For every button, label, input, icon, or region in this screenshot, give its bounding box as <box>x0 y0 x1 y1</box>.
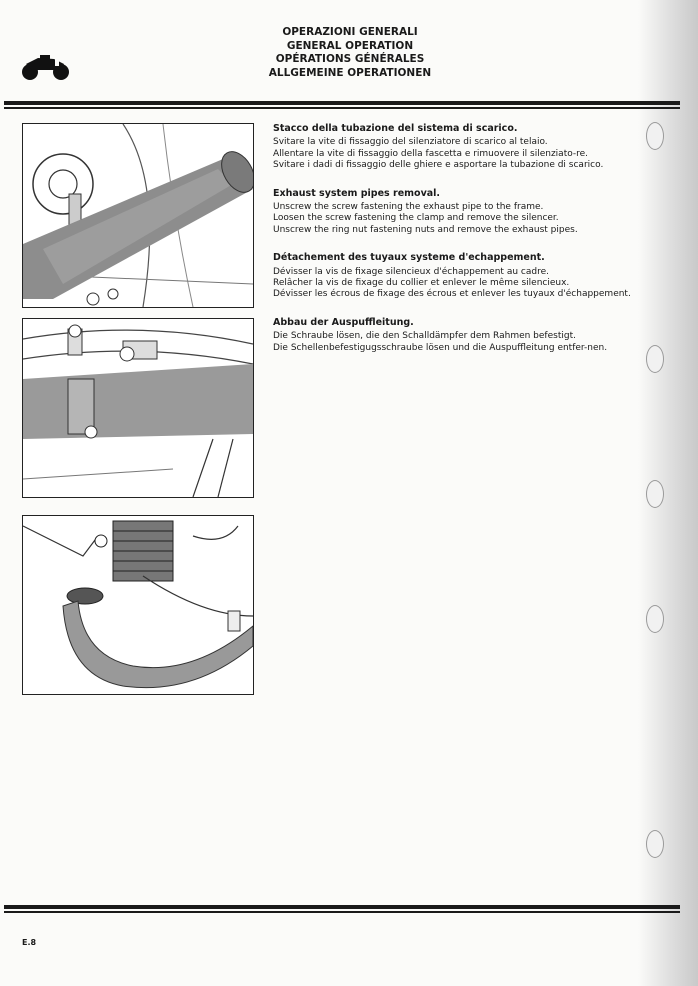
binder-hole <box>646 605 664 633</box>
header-title-fr: OPÉRATIONS GÉNÉRALES <box>275 53 425 65</box>
binder-hole <box>646 830 664 858</box>
section-line: Svitare i dadi di fissaggio delle ghiere e asportare la tubazione di scarico. <box>273 160 604 171</box>
section-en <box>273 188 631 237</box>
silencer-clamp-illustration <box>22 318 254 498</box>
page-header <box>240 26 460 80</box>
header-title-en: GENERAL OPERATION <box>286 39 414 52</box>
header-title-it: OPERAZIONI GENERALI <box>282 26 418 38</box>
section-line: Relâcher la vis de fixage du collier et enlever le même silencieux. <box>273 278 570 289</box>
section-it <box>273 123 631 172</box>
section-line: Unscrew the screw fastening the exhaust pipe to the frame. <box>273 202 544 213</box>
section-title-en: Exhaust system pipes removal. <box>273 187 441 199</box>
header-title-de: ALLGEMEINE OPERATIONEN <box>268 66 432 79</box>
page-number: E.8 <box>22 938 37 947</box>
section-line: Unscrew the ring nut fastening nuts and remove the exhaust pipes. <box>273 224 578 235</box>
section-line: Loosen the screw fastening the clamp and remove the silencer. <box>273 213 559 224</box>
binder-hole <box>646 480 664 508</box>
section-line: Dévisser la vis de fixage silencieux d'échappement au cadre. <box>273 266 549 277</box>
section-line: Die Schellenbefestigugsschraube lösen und die Auspuffleitung entfer-nen. <box>273 342 608 353</box>
footer-divider <box>4 905 680 913</box>
section-title-it: Stacco della tubazione del sistema di scarico. <box>273 123 518 134</box>
motorcycle-icon <box>20 52 70 82</box>
section-line: Die Schraube lösen, die den Schalldämpfer dem Rahmen befestigt. <box>273 331 576 342</box>
section-title-de: Abbau der Auspuffleitung. <box>273 316 414 328</box>
header-divider <box>4 101 680 109</box>
section-title-fr: Détachement des tuyaux systeme d'echappement. <box>273 252 545 264</box>
section-fr <box>273 252 631 301</box>
section-de <box>273 317 631 354</box>
exhaust-silencer-mounting-illustration <box>22 123 254 308</box>
binder-hole <box>646 345 664 373</box>
section-line: Svitare la vite di fissaggio del silenziatore di scarico al telaio. <box>273 137 548 148</box>
binder-hole <box>646 122 664 150</box>
exhaust-pipe-ring-nuts-illustration <box>22 515 254 695</box>
section-line: Allentare la vite di fissaggio della fascetta e rimuovere il silenziato-re. <box>273 148 589 159</box>
instructions-column <box>273 123 631 370</box>
section-line: Dévisser les écrous de fixage des écrous et enlever les tuyaux d'échappement. <box>273 289 631 300</box>
